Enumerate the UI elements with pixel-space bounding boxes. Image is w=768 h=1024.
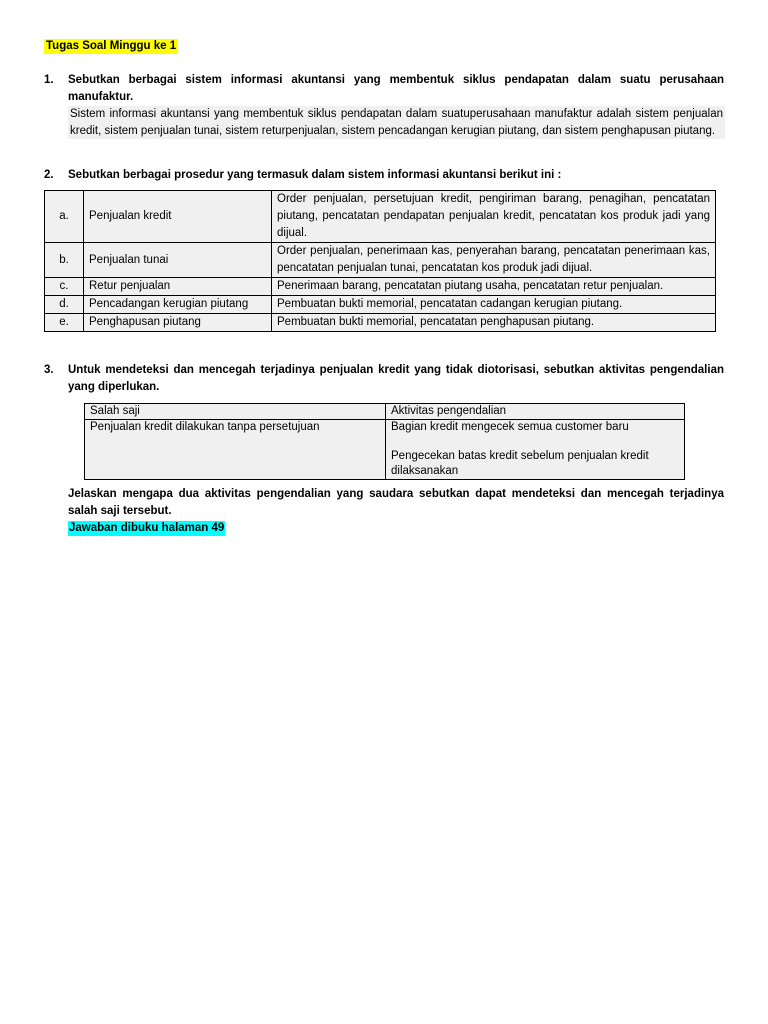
question-2-text: Sebutkan berbagai prosedur yang termasuk dalam sistem informasi akuntansi berikut ini : (68, 169, 562, 181)
question-3-number: 3. (44, 364, 54, 376)
table-row (45, 191, 716, 243)
question-2-number: 2. (44, 169, 54, 181)
row-letter: a. (45, 191, 84, 243)
answer-note: Jawaban dibuku halaman 49 (69, 522, 225, 534)
question-1-text: Sebutkan berbagai sistem informasi akuntansi yang membentuk siklus pendapatan dalam suatu perusahaan manufaktur. (68, 74, 724, 103)
question-3-text: Untuk mendeteksi dan mencegah terjadinya penjualan kredit yang tidak diotorisasi, sebutkan aktivitas pengendalian yang diperlukan. (68, 364, 724, 393)
table-row (85, 420, 685, 480)
row-procedures: Pembuatan bukti memorial, pencatatan cadangan kerugian piutang. (272, 296, 716, 314)
misstatement-cell: Penjualan kredit dilakukan tanpa persetujuan (85, 420, 386, 480)
control-table (84, 403, 685, 480)
row-letter: c. (45, 278, 84, 296)
row-system: Pencadangan kerugian piutang (84, 296, 272, 314)
row-system: Penghapusan piutang (84, 314, 272, 332)
table-row (45, 278, 716, 296)
procedures-table (44, 190, 716, 332)
table-row (45, 296, 716, 314)
question-1-number: 1. (44, 74, 54, 86)
header-misstatement: Salah saji (85, 404, 386, 420)
followup-question: Jelaskan mengapa dua aktivitas pengendalian yang saudara sebutkan dapat mendeteksi dan mencegah terjadinya salah saji tersebut. (68, 488, 724, 517)
question-1-answer: Sistem informasi akuntansi yang membentuk siklus pendapatan dalam suatuperusahaan manufaktur adalah sistem penjualan kredit, sistem penjualan tunai, sistem returpenjualan, sistem pencadangan kerugian piutang, dan sistem penghapusan piutang. (68, 106, 725, 139)
question-2 (44, 167, 724, 184)
question-1 (44, 72, 724, 106)
table-row (45, 243, 716, 278)
row-system: Retur penjualan (84, 278, 272, 296)
row-procedures: Order penjualan, persetujuan kredit, pengiriman barang, penagihan, pencatatan piutang, pencatatan pendapatan penjualan kredit, pencatatan kos produk jadi yang dijual. (272, 191, 716, 243)
row-letter: e. (45, 314, 84, 332)
document-title: Tugas Soal Minggu ke 1 (46, 40, 177, 52)
table-header-row (85, 404, 685, 420)
row-letter: d. (45, 296, 84, 314)
question-3 (44, 362, 724, 396)
row-procedures: Penerimaan barang, pencatatan piutang usaha, pencatatan retur penjualan. (272, 278, 716, 296)
control-activities-cell (386, 420, 685, 480)
control-activity-2: Pengecekan batas kredit sebelum penjualan kredit dilaksanakan (391, 450, 649, 477)
control-activity-1: Bagian kredit mengecek semua customer baru (391, 421, 629, 433)
row-system: Penjualan kredit (84, 191, 272, 243)
table-row (45, 314, 716, 332)
row-letter: b. (45, 243, 84, 278)
row-system: Penjualan tunai (84, 243, 272, 278)
row-procedures: Pembuatan bukti memorial, pencatatan penghapusan piutang. (272, 314, 716, 332)
header-control-activity: Aktivitas pengendalian (386, 404, 685, 420)
row-procedures: Order penjualan, penerimaan kas, penyerahan barang, pencatatan penerimaan kas, pencatatan penjualan tunai, pencatatan kos produk jadi dijual. (272, 243, 716, 278)
